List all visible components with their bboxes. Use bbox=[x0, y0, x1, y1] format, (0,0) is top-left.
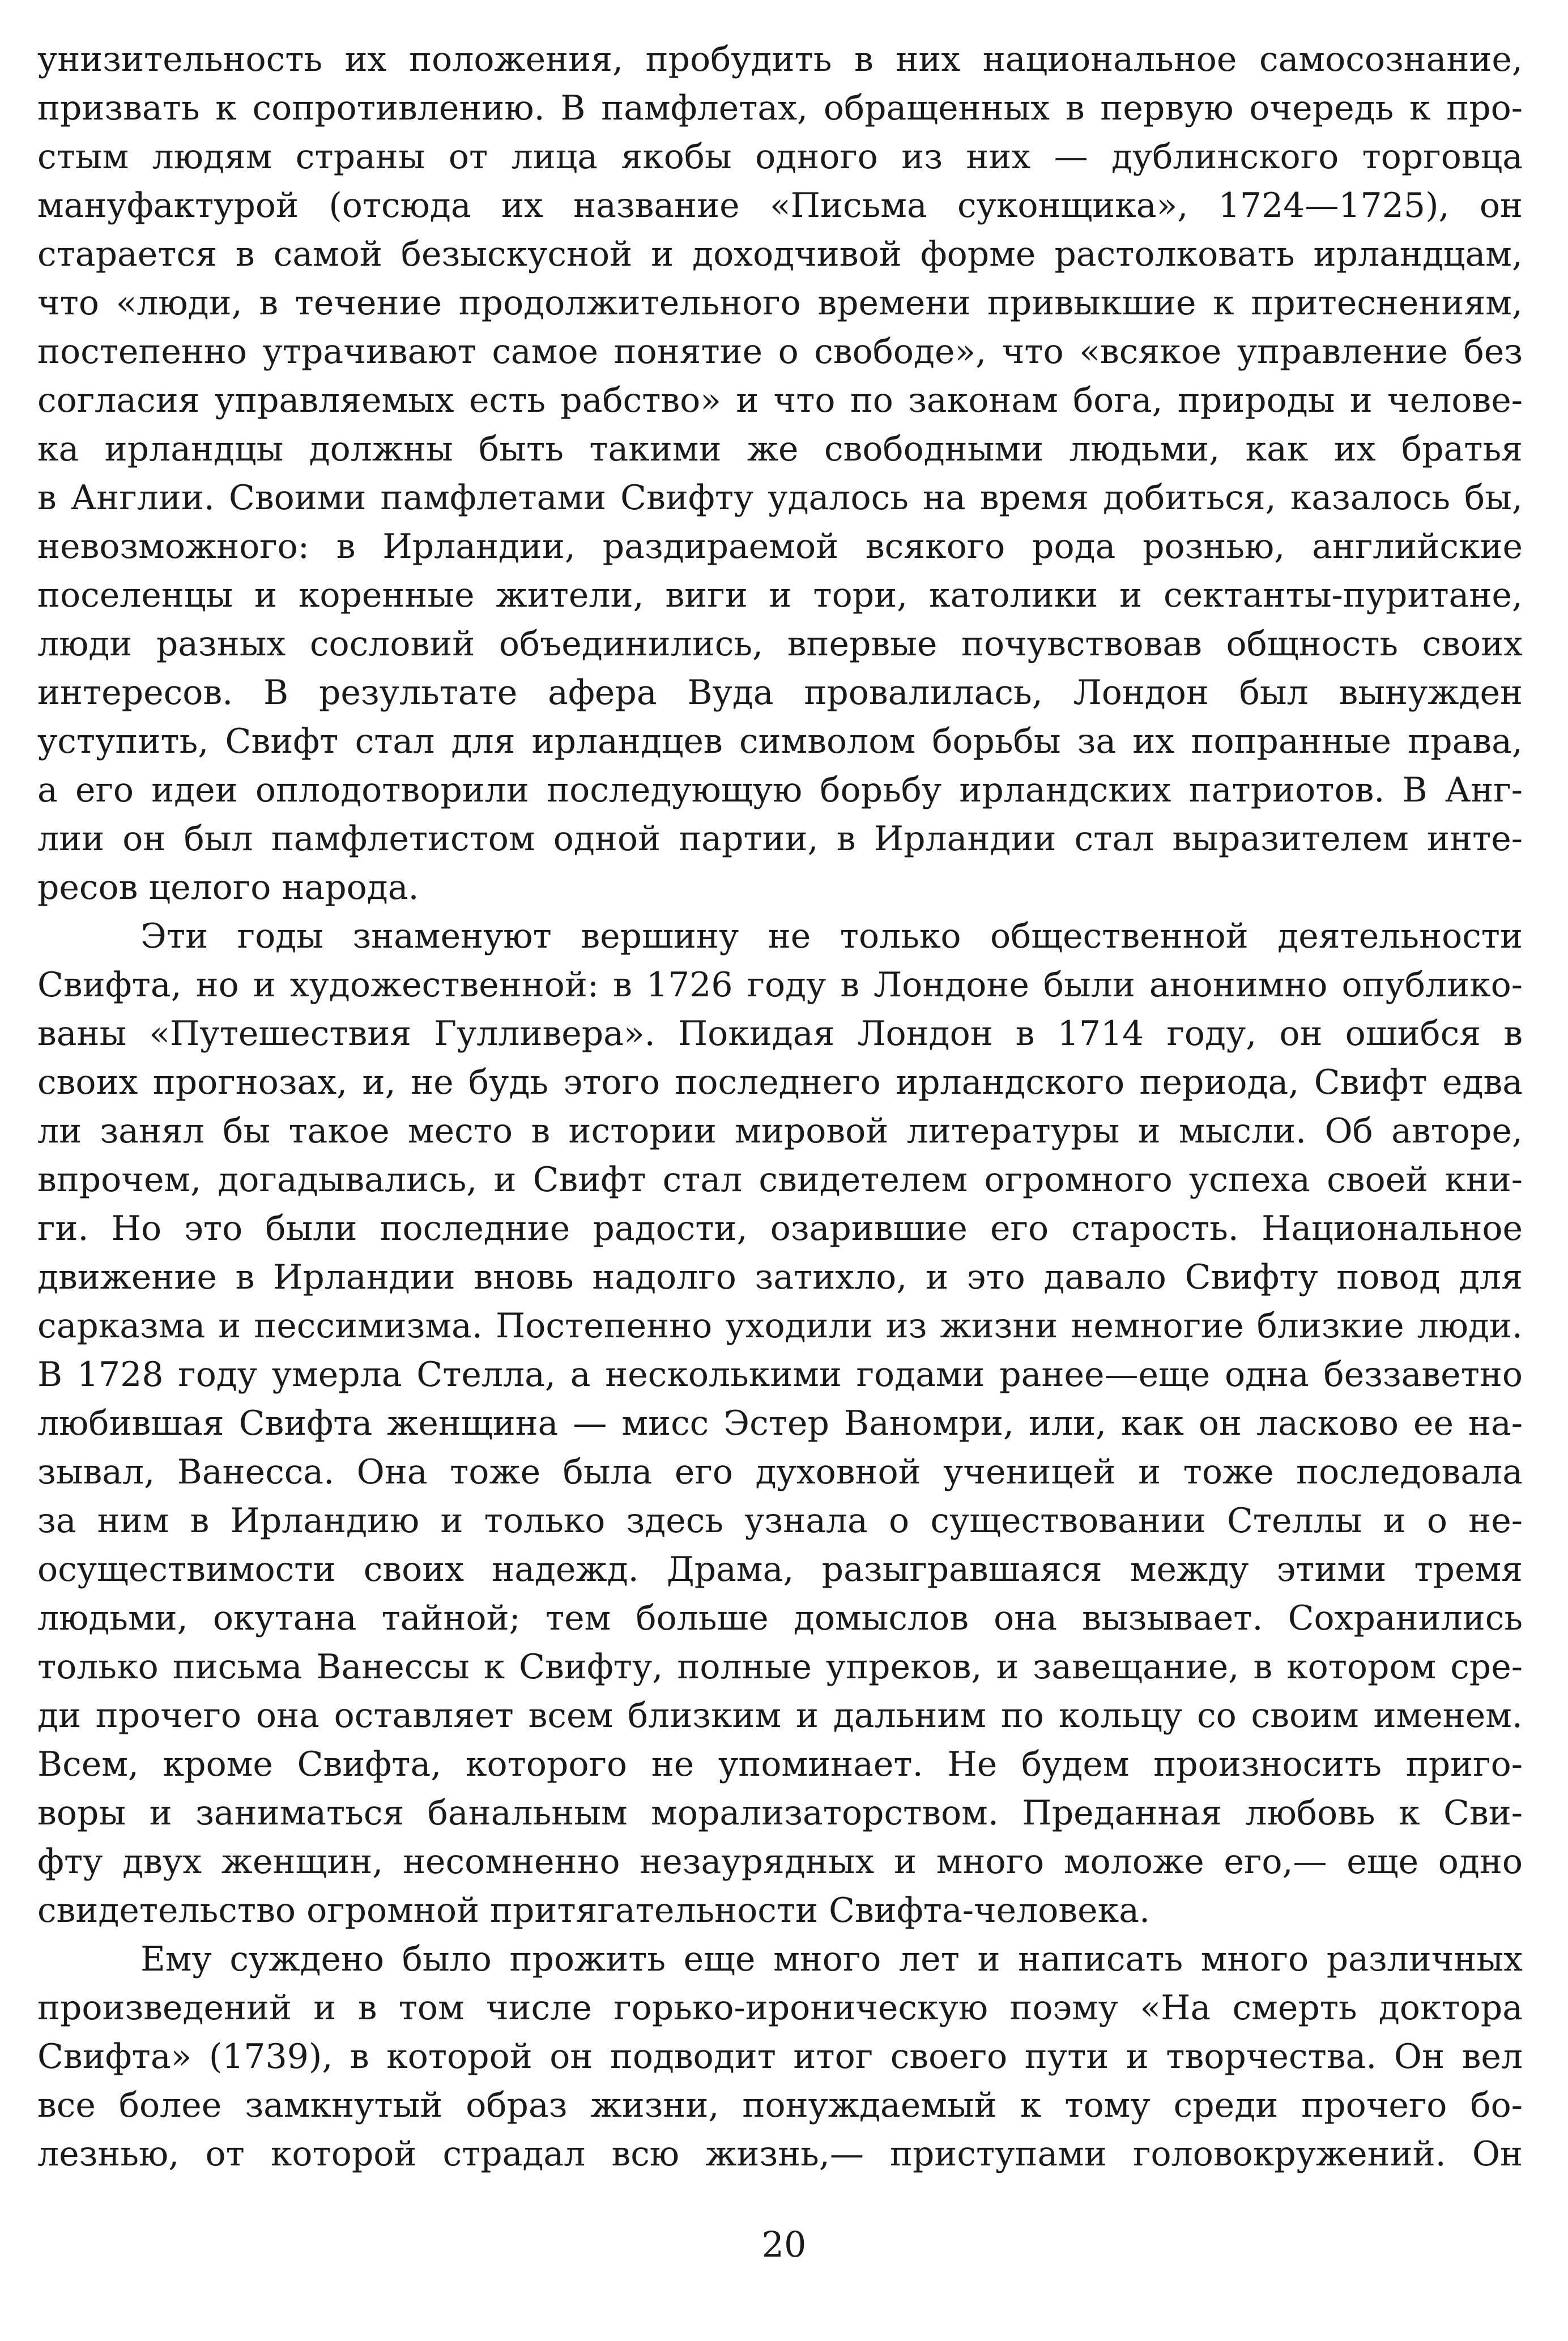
text-line: впрочем, догадывались, и Свифт стал свидетелем огромного успеха своей кни- bbox=[37, 1160, 1523, 1200]
text-line: лии он был памфлетистом одной партии, в Ирландии стал выразителем инте- bbox=[37, 819, 1523, 859]
body-text bbox=[37, 35, 1523, 2178]
text-line: воры и заниматься банальным морализаторством. Преданная любовь к Сви- bbox=[37, 1793, 1523, 1833]
text-line: все более замкнутый образ жизни, понуждаемый к тому среди прочего бо- bbox=[37, 2086, 1523, 2125]
paragraph-start-line: Эти годы знаменуют вершину не только общественной деятельности bbox=[140, 916, 1523, 956]
text-line: только письма Ванессы к Свифту, полные упреков, и завещание, в котором сре- bbox=[37, 1647, 1523, 1687]
paragraph-end-line: ресов целого народа. bbox=[37, 868, 419, 907]
text-line: Свифта» (1739), в которой он подводит итог своего пути и творчества. Он вел bbox=[37, 2037, 1523, 2076]
text-line: людьми, окутана тайной; тем больше домыслов она вызывает. Сохранились bbox=[37, 1598, 1523, 1638]
text-line: осуществимости своих надежд. Драма, разыгравшаяся между этими тремя bbox=[37, 1550, 1523, 1589]
text-line: движение в Ирландии вновь надолго затихло, и это давало Свифту повод для bbox=[37, 1257, 1523, 1297]
text-line: Всем, кроме Свифта, которого не упоминает. Не будем произносить приго- bbox=[37, 1745, 1523, 1784]
text-line: что «люди, в течение продолжительного времени привыкшие к притеснениям, bbox=[37, 283, 1523, 323]
text-line: произведений и в том числе горько-ироническую поэму «На смерть доктора bbox=[37, 1988, 1523, 2028]
text-line: постепенно утрачивают самое понятие о свободе», что «всякое управление без bbox=[37, 332, 1523, 372]
text-line: лезнью, от которой страдал всю жизнь,— приступами головокружений. Он bbox=[37, 2134, 1523, 2174]
text-line: В 1728 году умерла Стелла, а несколькими годами ранее—еще одна беззаветно bbox=[37, 1355, 1523, 1395]
text-line: ка ирландцы должны быть такими же свободными людьми, как их братья bbox=[37, 429, 1523, 469]
paragraph-start-line: Ему суждено было прожить еще много лет и написать много различных bbox=[140, 1939, 1523, 1979]
page-number: 20 bbox=[761, 2224, 807, 2265]
text-line: уступить, Свифт стал для ирландцев символом борьбы за их попранные права, bbox=[37, 722, 1523, 761]
text-line: сарказма и пессимизма. Постепенно уходили из жизни немногие близкие люди. bbox=[37, 1306, 1523, 1346]
text-line: зывал, Ванесса. Она тоже была его духовной ученицей и тоже последовала bbox=[37, 1452, 1523, 1492]
text-line: за ним в Ирландию и только здесь узнала о существовании Стеллы и о не- bbox=[37, 1501, 1523, 1541]
paragraph-end-line: свидетельство огромной притягательности Свифта-человека. bbox=[37, 1891, 1151, 1930]
text-line: в Англии. Своими памфлетами Свифту удалось на время добиться, казалось бы, bbox=[37, 478, 1523, 518]
text-line: призвать к сопротивлению. В памфлетах, обращенных в первую очередь к про- bbox=[37, 88, 1523, 128]
text-line: ли занял бы такое место в истории мировой литературы и мысли. Об авторе, bbox=[37, 1111, 1523, 1151]
text-line: Свифта, но и художественной: в 1726 году в Лондоне были анонимно опублико- bbox=[37, 965, 1523, 1005]
text-line: поселенцы и коренные жители, виги и тори, католики и сектанты-пуритане, bbox=[37, 575, 1523, 615]
text-line: интересов. В результате афера Вуда провалилась, Лондон был вынужден bbox=[37, 673, 1523, 713]
text-line: невозможного: в Ирландии, раздираемой всякого рода рознью, английские bbox=[37, 527, 1523, 566]
text-line: люди разных сословий объединились, впервые почувствовав общность своих bbox=[37, 624, 1523, 664]
text-line: унизительность их положения, пробудить в них национальное самосознание, bbox=[37, 40, 1523, 79]
text-line: любившая Свифта женщина — мисс Эстер Ваномри, или, как он ласково ее на- bbox=[37, 1404, 1523, 1443]
text-line: старается в самой безыскусной и доходчивой форме растолковать ирландцам, bbox=[37, 234, 1523, 274]
text-line: ги. Но это были последние радости, озарившие его старость. Национальное bbox=[37, 1209, 1523, 1248]
text-line: ди прочего она оставляет всем близким и дальним по кольцу со своим именем. bbox=[37, 1696, 1523, 1736]
text-line: согласия управляемых есть рабство» и что по законам бога, природы и челове- bbox=[37, 381, 1523, 420]
text-line: своих прогнозах, и, не будь этого последнего ирландского периода, Свифт едва bbox=[37, 1063, 1523, 1102]
text-line: а его идеи оплодотворили последующую борьбу ирландских патриотов. В Анг- bbox=[37, 770, 1523, 810]
text-line: стым людям страны от лица якобы одного из них — дублинского торговца bbox=[37, 137, 1523, 177]
text-line: ваны «Путешествия Гулливера». Покидая Лондон в 1714 году, он ошибся в bbox=[37, 1014, 1523, 1054]
text-line: мануфактурой (отсюда их название «Письма суконщика», 1724—1725), он bbox=[37, 186, 1523, 225]
text-line: фту двух женщин, несомненно незаурядных и много моложе его,— еще одно bbox=[37, 1842, 1523, 1882]
